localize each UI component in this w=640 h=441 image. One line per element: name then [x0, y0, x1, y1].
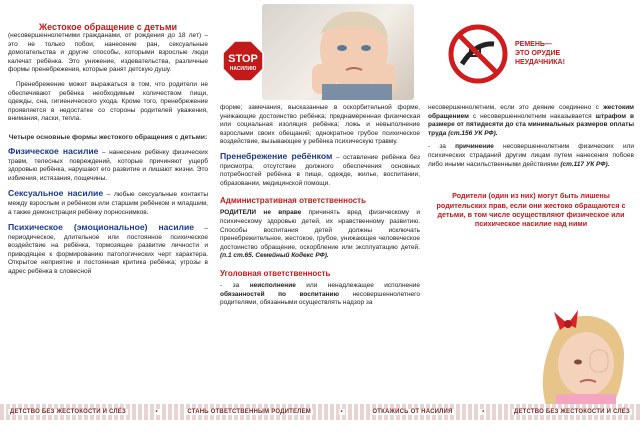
criminal-responsibility-heading: Уголовная ответственность — [220, 268, 331, 278]
suffering-text: несовершеннолетним физических или психических страданий другим лицам путем нанесения побоев либо иными насильственными действиями — [428, 143, 634, 168]
physical-abuse-text: – нанесение ребёнку физических травм, телесных повреждений, которые причиняют ущерб здоровью ребёнка, нарушают его развитие и лишают жизни. Это избиения, истязания, пощечины. — [8, 148, 209, 182]
footer-separator-icon: • — [155, 409, 158, 415]
footer-slogan-3: ОТКАЖИСЬ ОТ НАСИЛИЯ — [372, 409, 453, 415]
svg-text:STOP: STOP — [228, 53, 258, 65]
penalty-paragraph — [428, 104, 634, 138]
belt-caption — [515, 40, 595, 67]
penalty-bold-1: жестоким обращением — [428, 104, 634, 120]
neglect-paragraph: Пренебрежение может выражаться в том, что родители не обеспечивают ребёнка необходимым количеством пищи, одежды, сна, гигиенического ухода. Кроме того, пренебрежение проявляется в недостатке со стороны родителей уважения, внимания, ласки, тепла. — [8, 80, 208, 123]
admin-responsibility-paragraph — [220, 209, 420, 261]
penalty-reference: (ст.156 УК РФ). — [446, 129, 498, 137]
criminal-responsibility-paragraph — [220, 282, 420, 308]
penalty-bold-2: штрафом в размере от пятидесяти до ста минимальных размеров оплаты труда — [428, 112, 634, 137]
column-right — [428, 104, 634, 236]
no-belt-sign — [448, 24, 508, 84]
psych-abuse-paragraph — [8, 223, 208, 277]
belt-caption-line-2: ЭТО ОРУДИЕ НЕУДАЧНИКА! — [515, 50, 565, 66]
forms-heading: Четыре основные формы жестокого обращения с детьми: — [8, 133, 208, 141]
criminal-bold-1: неисполнение — [249, 281, 296, 289]
no-belt-icon — [448, 24, 508, 84]
neglect-definition-title: Пренебрежение ребёнком — [220, 150, 333, 161]
footer-separator-icon: • — [340, 409, 343, 415]
psych-abuse-title: Психическое (эмоциональное) насилие — [8, 222, 195, 233]
family-code-reference: (п.1 ст.65. Семейный Кодекс РФ). — [220, 252, 329, 260]
sexual-abuse-title: Сексуальное насилие — [8, 188, 104, 199]
admin-text: причинять вред физическому и психическому здоровью детей, их нравственному развитию. Способы воспитания детей должны исключать пренебрежительное, жестокое, грубое, унижающее человеческое достоинство обращение, оскорбление или эксплуатацию детей. — [220, 209, 420, 251]
emotional-abuse-continued: форме; замечания, высказанные в оскорбительной форме, унижающие достоинство ребёнка; преднамеренная физическая или социальная изоляция ребёнка; ложь и невыполнение взрослыми своих обещаний; однократное грубое психическое воздействие, вызывающее у ребёнка психическую травму. — [220, 104, 420, 146]
stop-violence-sign — [222, 40, 264, 82]
suffering-reference: (ст.117 УК РФ). — [560, 160, 610, 168]
suffering-bold: причинение — [455, 143, 494, 151]
boy-illustration — [262, 4, 414, 100]
footer-slogan-2: СТАНЬ ОТВЕТСТВЕННЫМ РОДИТЕЛЕМ — [187, 409, 311, 415]
belt-caption-line-1: РЕМЕНЬ— — [515, 41, 552, 48]
sexual-abuse-paragraph — [8, 189, 208, 217]
criminal-end: несовершеннолетнего родителями, обязанными осуществлять надзор за — [220, 290, 420, 307]
svg-text:НАСИЛИЮ: НАСИЛИЮ — [229, 66, 257, 72]
stop-sign-icon — [222, 40, 264, 82]
criminal-bold-2: обязанностей по воспитанию — [220, 290, 340, 298]
intro-paragraph: (несовершеннолетними гражданами, от рождения до 18 лет) – это не только побои, нанесение ран, сексуальные домогательства и другие способы, которыми взрослые люди калечат ребёнка. Это унижение, издевательства, различные формы пренебрежения, которые ранят детскую душу. — [8, 32, 208, 74]
criminal-mid: или ненадлежащее исполнение — [295, 281, 421, 289]
footer-slogan-bar — [0, 404, 640, 420]
footer-separator-icon: • — [482, 409, 485, 415]
crying-boy-photo — [262, 4, 414, 100]
admin-responsibility-heading: Административная ответственность — [220, 196, 367, 206]
sexual-abuse-text: – любые сексуальные контакты между взрослым и ребёнком или старшим ребёнком и младшим, а также демонстрация ребёнку порноснимков. — [8, 191, 208, 216]
neglect-definition-paragraph — [220, 152, 420, 188]
column-middle — [220, 104, 420, 308]
suffering-paragraph — [428, 143, 634, 169]
physical-abuse-paragraph — [8, 147, 208, 183]
admin-bold-phrase: РОДИТЕЛИ не вправе — [220, 209, 302, 217]
column-left — [8, 0, 208, 277]
penalty-mid: с несовершеннолетним наказывается — [468, 112, 596, 120]
girl-illustration — [520, 306, 638, 416]
footer-slogan-4: ДЕТСТВО БЕЗ ЖЕСТОКОСТИ И СЛЁЗ — [513, 409, 630, 415]
parental-rights-warning: Родители (один из них) могут быть лишены родительских прав, если они жестоко обращаются с детьми, в том числе осуществляют физическое или психическое насилие над ними — [436, 191, 626, 229]
penalty-start: несовершеннолетним, если это деяние соединено с — [428, 104, 604, 111]
criminal-prefix: - за — [220, 281, 250, 289]
crying-girl-photo — [520, 306, 638, 416]
physical-abuse-title: Физическое насилие — [8, 145, 99, 156]
leaflet-title: Жестокое обращение с детьми — [38, 22, 178, 32]
footer-slogan-1: ДЕТСТВО БЕЗ ЖЕСТОКОСТИ И СЛЁЗ — [10, 409, 126, 415]
suffering-prefix: - за — [428, 143, 456, 151]
neglect-definition-text: – оставление ребёнка без присмотра, отсутствие должного обеспечения основных потребностей ребёнка в пище, одежде, жилье, воспитании, образовании, медицинской помощи. — [220, 153, 421, 187]
psych-abuse-text: – периодическое, длительное или постоянное психическое воздействие на ребёнка, тормозящее развитие личности и приводящее к формированию патологических черт характера. Открытое неприятие и постоянная критика ребёнка; угрозы в адрес ребёнка в словесной — [8, 225, 208, 276]
